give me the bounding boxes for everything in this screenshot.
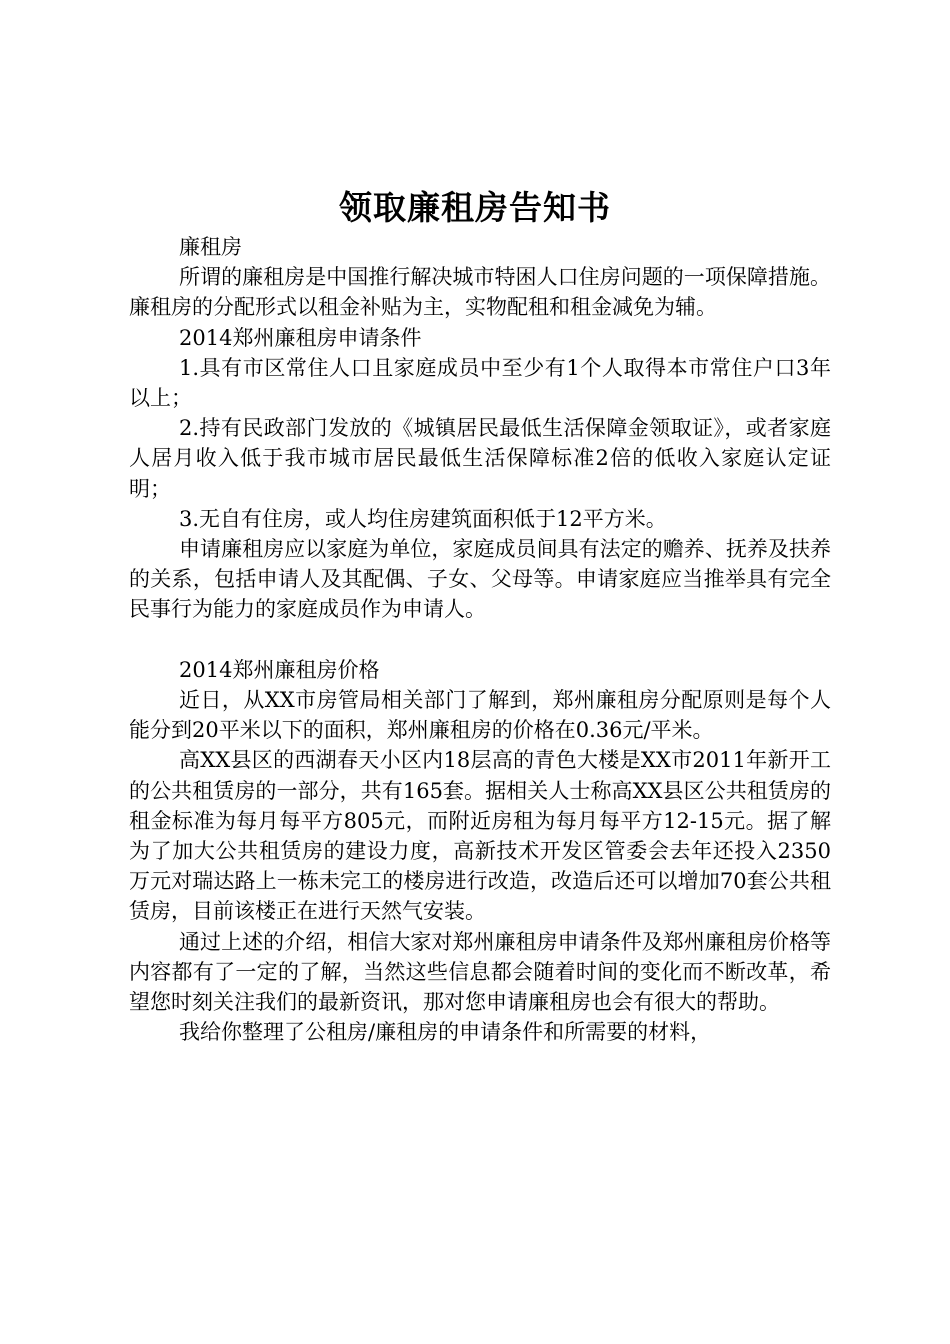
condition-item-1: 1.具有市区常住人口且家庭成员中至少有1个人取得本市常住户口3年以上； [129, 355, 831, 411]
paragraph-public-rental: 高XX县区的西湖春天小区内18层高的青色大楼是XX市2011年新开工的公共租赁房的一部分，共有165套。据相关人士称高XX县区公共租赁房的租金标准为每月每平方805元，而附近房租为每月每平方12-15元。据了解为了加大公共租赁房的建设力度，高新技术开发区管委会去年还投入2350万元对瑞达路上一栋未完工的楼房进行改造，改造后还可以增加70套公共租赁房，目前该楼正在进行天然气安装。 [129, 748, 831, 924]
condition-item-3: 3.无自有住房，或人均住房建筑面积低于12平方米。 [179, 506, 667, 531]
paragraph-heading-lianzufang: 廉租房 [179, 235, 242, 259]
paragraph-definition: 所谓的廉租房是中国推行解决城市特困人口住房问题的一项保障措施。廉租房的分配形式以租金补贴为主，实物配租和租金减免为辅。 [129, 265, 831, 320]
section-heading-conditions: 2014郑州廉租房申请条件 [179, 325, 422, 350]
paragraph-price-info: 近日，从XX市房管局相关部门了解到，郑州廉租房分配原则是每个人能分到20平米以下的面积，郑州廉租房的价格在0.36元/平米。 [129, 688, 831, 743]
paragraph-application-unit: 申请廉租房应以家庭为单位，家庭成员间具有法定的赡养、抚养及扶养的关系，包括申请人及其配偶、子女、父母等。申请家庭应当推举具有完全民事行为能力的家庭成员作为申请人。 [129, 537, 831, 622]
paragraph-summary: 通过上述的介绍，相信大家对郑州廉租房申请条件及郑州廉租房价格等内容都有了一定的了解，当然这些信息都会随着时间的变化而不断改革，希望您时刻关注我们的最新资讯，那对您申请廉租房也会有很大的帮助。 [129, 929, 831, 1015]
paragraph-spacer [129, 625, 831, 655]
document-body [129, 232, 831, 1047]
section-heading-price: 2014郑州廉租房价格 [179, 657, 380, 682]
condition-item-2: 2.持有民政部门发放的《城镇居民最低生活保障金领取证》，或者家庭人居月收入低于我市城市居民最低生活保障标准2倍的低收入家庭认定证明； [129, 416, 831, 501]
paragraph-closing: 我给你整理了公租房/廉租房的申请条件和所需要的材料， [179, 1020, 712, 1045]
document-title: 领取廉租房告知书 [339, 188, 611, 227]
